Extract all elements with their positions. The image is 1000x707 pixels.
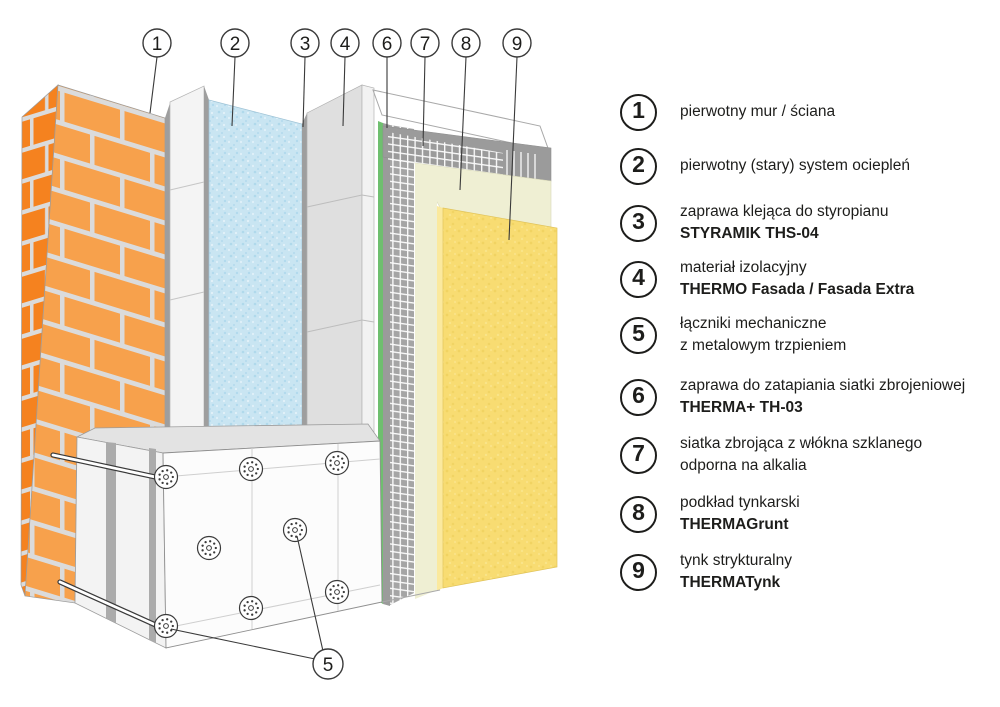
callout-label: 2 — [229, 34, 241, 55]
fastener — [155, 615, 178, 638]
legend-text: STYRAMIK THS-04 — [680, 225, 819, 242]
new-adhesive-edge — [302, 113, 307, 428]
callouts-top — [143, 29, 531, 57]
legend-num-6: 6 — [620, 379, 657, 416]
callout-label: 4 — [339, 34, 351, 55]
callout-label: 6 — [381, 34, 393, 55]
legend-item-7 — [620, 432, 922, 478]
leader-1 — [150, 57, 157, 113]
legend-num-2: 2 — [620, 148, 657, 185]
fastener — [198, 537, 221, 560]
legend-text: pierwotny (stary) system ociepleń — [680, 157, 910, 174]
fastener — [326, 452, 349, 475]
legend-num-8: 8 — [620, 496, 657, 533]
legend-item-3 — [620, 200, 889, 246]
legend-text: zaprawa do zatapiania siatki zbrojeniowej — [680, 377, 966, 394]
old-adhesive-edge — [165, 103, 170, 430]
old-finish-edge — [204, 86, 209, 428]
styrofoam-front-edge — [362, 85, 374, 432]
legend-item-6 — [620, 374, 965, 420]
legend-text: materiał izolacyjny — [680, 259, 807, 276]
fastener — [155, 466, 178, 489]
legend-text: THERMAGrunt — [680, 516, 789, 533]
legend-text: pierwotny mur / ściana — [680, 103, 836, 120]
legend-text: z metalowym trzpieniem — [680, 337, 847, 354]
legend-num-3: 3 — [620, 205, 657, 242]
callout-label: 9 — [511, 34, 523, 55]
legend-text: łączniki mechaniczne — [680, 315, 827, 332]
legend-item-4 — [620, 256, 914, 302]
fastener — [240, 458, 263, 481]
render-edge — [437, 206, 443, 591]
legend-text: zaprawa klejąca do styropianu — [680, 203, 889, 220]
callout-label: 1 — [151, 34, 163, 55]
legend-text: siatka zbrojąca z włókna szklanego — [680, 435, 923, 452]
block-front-face — [163, 441, 382, 648]
legend-num-7: 7 — [620, 437, 657, 474]
legend-num-4: 4 — [620, 261, 657, 298]
legend-text: THERMATynk — [680, 574, 781, 591]
leader-3 — [303, 57, 305, 127]
legend-num-5: 5 — [620, 317, 657, 354]
render-front-face — [443, 208, 557, 588]
mortar-strip — [383, 123, 390, 606]
legend-text: podkład tynkarski — [680, 494, 800, 511]
legend-item-5 — [620, 312, 846, 358]
legend-text: THERMA+ TH-03 — [680, 399, 803, 416]
legend-num-9: 9 — [620, 554, 657, 591]
legend-item-8 — [620, 491, 800, 537]
old-system-blue-face — [209, 100, 302, 430]
old-styrofoam-side — [170, 86, 204, 430]
styrofoam-side-face — [307, 85, 362, 430]
legend-item-2 — [620, 143, 910, 189]
legend-text: odporna na alkalia — [680, 457, 807, 474]
fastener — [284, 519, 307, 542]
callout-5 — [313, 649, 343, 679]
callout-label: 7 — [419, 34, 431, 55]
callout-label: 3 — [299, 34, 311, 55]
callout-5-label: 5 — [322, 655, 334, 676]
legend-num-1: 1 — [620, 94, 657, 131]
fastener — [240, 597, 263, 620]
callout-label: 8 — [460, 34, 472, 55]
legend-text: tynk strykturalny — [680, 552, 792, 569]
mesh-strip-grid — [390, 125, 414, 605]
primer-strip — [415, 163, 437, 599]
fastener — [326, 581, 349, 604]
legend-item-1 — [620, 89, 835, 135]
legend-item-9 — [620, 549, 792, 595]
legend-text: THERMO Fasada / Fasada Extra — [680, 281, 915, 298]
